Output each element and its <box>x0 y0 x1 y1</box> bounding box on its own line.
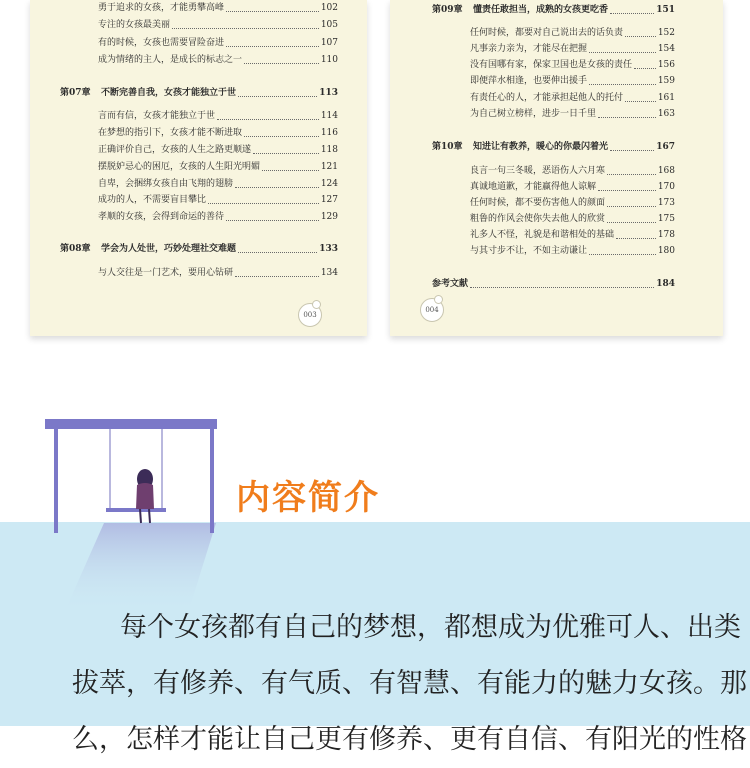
toc-chapter: 第08章 学会为人处世，巧妙处理社交难题 133 <box>60 244 338 254</box>
swing-seat <box>106 508 166 512</box>
page-number: 004 <box>420 298 444 322</box>
swing-left-post <box>54 429 58 533</box>
toc-row: 即便萍水相逢，也要伸出援手 159 <box>470 76 675 86</box>
toc-row: 没有国哪有家，保家卫国也是女孩的责任 156 <box>470 60 675 70</box>
toc-row: 与其寸步不让，不如主动谦让 180 <box>470 246 675 256</box>
toc-row: 粗鲁的作风会使你失去他人的欣赏 175 <box>470 214 675 224</box>
toc-page-right <box>390 0 723 336</box>
toc-chapter: 第10章 知进让有教养，暖心的你最闪着光 167 <box>432 142 675 152</box>
intro-line: 每个女孩都有自己的梦想，都想成为优雅可人、出类 <box>120 612 741 643</box>
toc-row: 摆脱妒忌心的困厄，女孩的人生阳光明媚 121 <box>98 162 338 172</box>
toc-chapter: 第07章 不断完善自我，女孩才能独立于世 113 <box>60 88 338 98</box>
girl-body <box>136 483 154 509</box>
toc-row: 礼多人不怪，礼貌是和谐相处的基础 178 <box>470 230 675 240</box>
toc-row: 成为情绪的主人，是成长的标志之一 110 <box>98 55 338 65</box>
swing-top-bar <box>45 419 217 429</box>
intro-line: 么，怎样才能让自己更有修养、更有自信、有阳光的性格 <box>72 724 747 755</box>
toc-row: 孝顺的女孩，会得到命运的善待 129 <box>98 212 338 222</box>
toc-row: 勇于追求的女孩，才能勇攀高峰 102 <box>98 3 338 13</box>
toc-row: 为自己树立榜样，进步一日千里 163 <box>470 109 675 119</box>
toc-row: 自卑，会捆绑女孩自由飞翔的翅膀 124 <box>98 179 338 189</box>
toc-row: 专注的女孩最美丽 105 <box>98 20 338 30</box>
swing-girl-illustration <box>40 415 220 615</box>
toc-row: 言而有信，女孩才能独立于世 114 <box>98 111 338 121</box>
intro-paragraph <box>72 600 747 768</box>
toc-row: 正确评价自己，女孩的人生之路更顺遂 118 <box>98 145 338 155</box>
toc-row: 任何时候，都要对自己说出去的话负责 152 <box>470 28 675 38</box>
toc-row: 凡事亲力亲为，才能尽在把握 154 <box>470 44 675 54</box>
page-number: 003 <box>298 303 322 327</box>
toc-row: 在梦想的指引下，女孩才能不断进取 116 <box>98 128 338 138</box>
intro-line: 拔萃，有修养、有气质、有智慧、有能力的魅力女孩。那 <box>72 668 747 699</box>
toc-row: 有的时候，女孩也需要冒险奋进 107 <box>98 38 338 48</box>
toc-row: 良言一句三冬暖，恶语伤人六月寒 168 <box>470 166 675 176</box>
toc-row: 真诚地道歉，才能赢得他人谅解 170 <box>470 182 675 192</box>
section-title: 内容简介 <box>236 478 380 518</box>
toc-row: 有责任心的人，才能承担起他人的托付 161 <box>470 93 675 103</box>
toc-chapter: 第09章 懂责任敢担当，成熟的女孩更吃香 151 <box>432 5 675 15</box>
toc-references: 参考文献 184 <box>432 279 675 289</box>
toc-page-left <box>30 0 367 336</box>
toc-row: 与人交往是一门艺术，要用心钻研 134 <box>98 268 338 278</box>
toc-row: 任何时候，都不要伤害他人的颜面 173 <box>470 198 675 208</box>
toc-row: 成功的人，不需要盲目攀比 127 <box>98 195 338 205</box>
swing-right-post <box>210 429 214 533</box>
